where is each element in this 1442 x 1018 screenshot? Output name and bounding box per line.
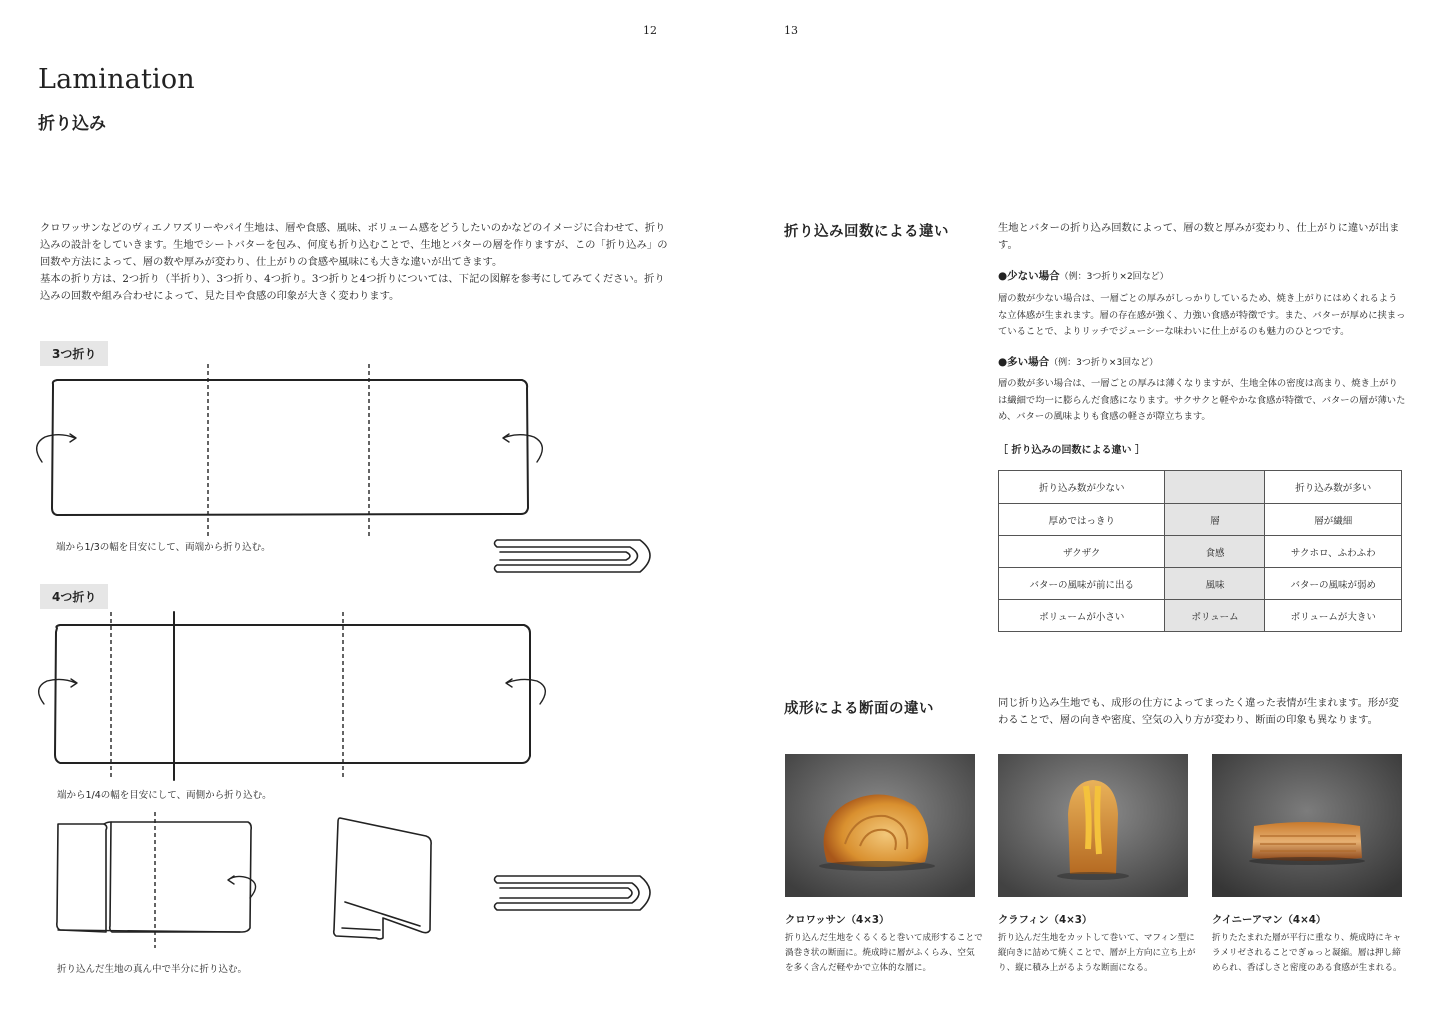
dough-sheet-3fold: [52, 380, 528, 515]
section1-heading: 折り込み回数による違い: [784, 223, 949, 240]
table-cell: 風味: [1165, 568, 1265, 600]
comparison-table: [998, 470, 1402, 632]
fold-arrow-right: [506, 679, 545, 704]
few-text: 層の数が少ない場合は、一層ごとの厚みがしっかりしているため、焼き上がりにはめくれるような立体感が生まれます。層の存在感が強く、力強い食感が特徴です。また、バターが厚めに挟まっていることで、よりリッチでジューシーな味わいに仕上がるのも魅力のひとつです。: [998, 293, 1406, 337]
table-cell: バターの風味が前に出る: [999, 568, 1165, 600]
book-fold: [334, 818, 431, 939]
fold-arrow-left: [37, 434, 76, 462]
folded-panel-left: [57, 824, 107, 932]
page-number-left: 12: [643, 24, 657, 37]
photo-description: 折り込んだ生地をくるくると巻いて成形することで渦巻き状の断面に。焼成時に層がふくらみ、空気を多く含んだ軽やかで立体的な層に。: [785, 933, 983, 973]
fold-arrow-left: [39, 679, 77, 704]
table-header-cell: 折り込み数が多い: [1265, 471, 1402, 504]
photo-description: 折りたたまれた層が平行に重なり、焼成時にキャラメリゼされることでぎゅっと凝縮。層は押し締められ、香ばしさと密度のある食感が生まれる。: [1212, 933, 1402, 973]
table-cell: 食感: [1165, 536, 1265, 568]
table-cell: 層が繊細: [1265, 504, 1402, 536]
dough-sheet-4fold: [55, 625, 530, 763]
few-note: （例：3つ折り×2回など）: [1059, 272, 1169, 282]
folded-result-4fold: [495, 876, 651, 910]
fold3-label: 3つ折り: [40, 341, 108, 366]
table-header-cell: [1165, 471, 1265, 504]
many-text: 層の数が多い場合は、一層ごとの厚みは薄くなりますが、生地全体の密度は高まり、焼き上がりは繊細で均一に膨らんだ食感になります。サクサクと軽やかな食感が特徴で、バターの層が薄いため、バターの風味よりも食感の軽さが際立ちます。: [998, 378, 1406, 422]
cruffin-photo: [998, 754, 1188, 897]
table-cell: バターの風味が弱め: [1265, 568, 1402, 600]
table-row: [999, 536, 1402, 568]
many-heading: [998, 354, 1158, 369]
photo-caption: クロワッサン（4×3）: [785, 914, 890, 926]
table-header-row: [999, 471, 1402, 504]
table-row: [999, 568, 1402, 600]
many-title: ●多い場合: [998, 356, 1050, 368]
table-title: ［ 折り込みの回数による違い ］: [998, 445, 1145, 456]
few-title: ●少ない場合: [998, 270, 1060, 282]
intro-paragraph: クロワッサンなどのヴィエノワズリーやパイ生地は、層や食感、風味、ボリューム感をどうしたいのかなどのイメージに合わせて、折り込みの設計をしていきます。生地でシートバターを包み、何度も折り込むことで、生地とバターの層を作りますが、この「折り込み」の回数や方法によって、層の数や厚みが変わり、仕上がりの食感や風味にも大きな違いが出てきます。: [40, 222, 668, 268]
section1-text: 生地とバターの折り込み回数によって、層の数と厚みが変わり、仕上がりに違いが出ます。: [998, 222, 1400, 251]
photo-caption: クイニーアマン（4×4）: [1212, 914, 1327, 926]
page-number-right: 13: [784, 24, 798, 37]
photo-caption: クラフィン（4×3）: [998, 914, 1093, 926]
croissant-photo: [785, 754, 975, 897]
page-subtitle: 折り込み: [38, 114, 106, 134]
table-cell: ボリュームが小さい: [999, 600, 1165, 632]
page-title: Lamination: [38, 64, 195, 95]
photo-description: 折り込んだ生地をカットして巻いて、マフィン型に縦向きに詰めて焼くことで、層が上方向に立ち上がり、縦に積み上がるような断面になる。: [998, 933, 1196, 973]
fold3-caption: 端から1/3の幅を目安にして、両端から折り込む。: [56, 542, 271, 553]
table-row: [999, 504, 1402, 536]
kouign-amann-photo: [1212, 754, 1402, 897]
fold4-caption-2: 折り込んだ生地の真ん中で半分に折り込む。: [57, 964, 248, 975]
section2-text: 同じ折り込み生地でも、成形の仕方によってまったく違った表情が生まれます。形が変わることで、層の向きや密度、空気の入り方が変わり、断面の印象も異なります。: [998, 697, 1399, 726]
folded-result-3fold: [495, 540, 651, 572]
few-heading: [998, 268, 1169, 283]
table-cell: サクホロ、ふわふわ: [1265, 536, 1402, 568]
table-cell: ザクザク: [999, 536, 1165, 568]
fold-arrow-right: [228, 876, 256, 898]
fold4-caption: 端から1/4の幅を目安にして、両側から折り込む。: [57, 790, 272, 801]
table-cell: ボリュームが大きい: [1265, 600, 1402, 632]
table-cell: ボリューム: [1165, 600, 1265, 632]
table-cell: 層: [1165, 504, 1265, 536]
fold-arrow-right: [503, 434, 542, 462]
table-header-cell: 折り込み数が少ない: [999, 471, 1165, 504]
section2-heading: 成形による断面の違い: [784, 700, 934, 717]
intro-paragraph: 基本の折り方は、2つ折り（半折り）、3つ折り、4つ折り。3つ折りと4つ折りについては、下記の図解を参考にしてみてください。折り込みの回数や組み合わせによって、見た目や食感の印象が大きく変わります。: [40, 273, 665, 302]
table-row: [999, 600, 1402, 632]
many-note: （例：3つ折り×3回など）: [1049, 358, 1159, 368]
fold4-label: 4つ折り: [40, 584, 108, 609]
folded-panel-main: [110, 822, 251, 932]
table-cell: 厚めではっきり: [999, 504, 1165, 536]
